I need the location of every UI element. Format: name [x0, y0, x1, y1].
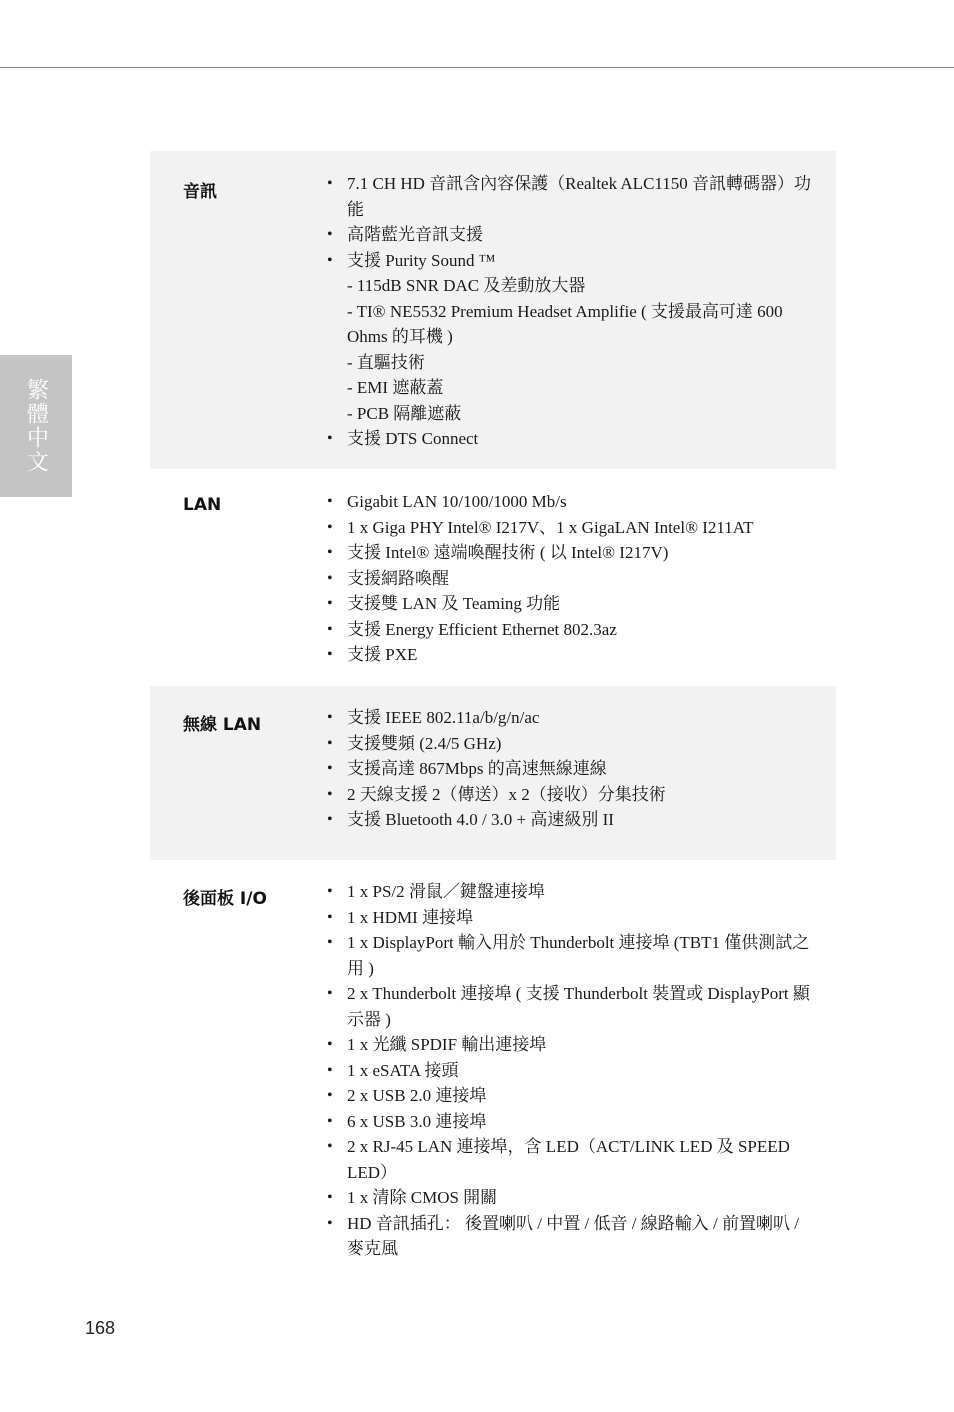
list-item: • 支援網路喚醒: [347, 566, 817, 592]
item-list: [347, 879, 817, 1262]
list-item: - TI® NE5532 Premium Headset Amplifie ( 支援最高可達 600 Ohms 的耳機 ): [347, 301, 783, 346]
list-item: • 1 x DisplayPort 輸入用於 Thunderbolt 連接埠 (TBT1 僅供測試之用 ): [347, 930, 817, 981]
list-item: • 支援 Energy Efficient Ethernet 802.3az: [347, 617, 817, 643]
page-number: 168: [85, 1318, 116, 1338]
item-list: [347, 171, 817, 452]
list-item: • 2 天線支援 2（傳送）x 2（接收）分集技術: [347, 782, 817, 808]
item-list: [347, 489, 817, 668]
list-item: • 2 x Thunderbolt 連接埠 ( 支援 Thunderbolt 裝置或 DisplayPort 顯示器 ): [347, 981, 817, 1032]
language-label: 繁體中文: [23, 378, 49, 474]
language-side-tab: [0, 355, 72, 497]
list-item: • 支援 Intel® 遠端喚醒技術 ( 以 Intel® I217V): [347, 540, 817, 566]
list-item: • 高階藍光音訊支援: [347, 222, 817, 248]
list-item: • 支援 DTS Connect: [347, 426, 817, 452]
list-item: • 1 x HDMI 連接埠: [347, 905, 817, 931]
list-item: • 1 x 光纖 SPDIF 輸出連接埠: [347, 1032, 817, 1058]
list-item: • 6 x USB 3.0 連接埠: [347, 1109, 817, 1135]
list-item: • Gigabit LAN 10/100/1000 Mb/s: [347, 489, 817, 515]
list-item: - 115dB SNR DAC 及差動放大器: [347, 276, 586, 295]
list-item: • 支援雙 LAN 及 Teaming 功能: [347, 591, 817, 617]
section-title: LAN: [183, 495, 222, 515]
section-title: 音訊: [183, 182, 217, 202]
list-item: • 7.1 CH HD 音訊含內容保護（Realtek ALC1150 音訊轉碼器）功能: [347, 171, 817, 222]
header-rule: [0, 67, 954, 68]
spec-table: [150, 151, 836, 1280]
list-item: • 支援 IEEE 802.11a/b/g/n/ac: [347, 705, 817, 731]
list-item: • 支援 PXE: [347, 642, 817, 668]
list-item: • 2 x RJ-45 LAN 連接埠，含 LED（ACT/LINK LED 及 SPEED LED）: [347, 1134, 817, 1185]
list-item: • 支援 Purity Sound ™: [347, 248, 817, 274]
list-item: • 2 x USB 2.0 連接埠: [347, 1083, 817, 1109]
section-title: 無線 LAN: [183, 715, 262, 735]
list-item: • 支援高達 867Mbps 的高速無線連線: [347, 756, 817, 782]
list-item: • HD 音訊插孔： 後置喇叭 / 中置 / 低音 / 線路輸入 / 前置喇叭 / 麥克風: [347, 1211, 817, 1262]
list-item: • 1 x Giga PHY Intel® I217V、1 x GigaLAN Intel® I211AT: [347, 515, 817, 541]
list-item: - 直驅技術: [347, 352, 425, 372]
list-item: • 1 x 清除 CMOS 開關: [347, 1185, 817, 1211]
list-item: • 1 x eSATA 接頭: [347, 1058, 817, 1084]
section-rear-panel-io: [150, 860, 836, 1280]
list-item: - EMI 遮蔽蓋: [347, 378, 444, 397]
list-item: • 支援雙頻 (2.4/5 GHz): [347, 731, 817, 757]
section-audio: [150, 151, 836, 469]
list-item: • 1 x PS/2 滑鼠／鍵盤連接埠: [347, 879, 817, 905]
section-wireless-lan: [150, 686, 836, 860]
list-item: - PCB 隔離遮蔽: [347, 403, 462, 423]
section-title: 後面板 I/O: [183, 889, 267, 909]
section-lan: [150, 469, 836, 686]
item-list: [347, 705, 817, 833]
list-item: • 支援 Bluetooth 4.0 / 3.0 + 高速級別 II: [347, 807, 817, 833]
